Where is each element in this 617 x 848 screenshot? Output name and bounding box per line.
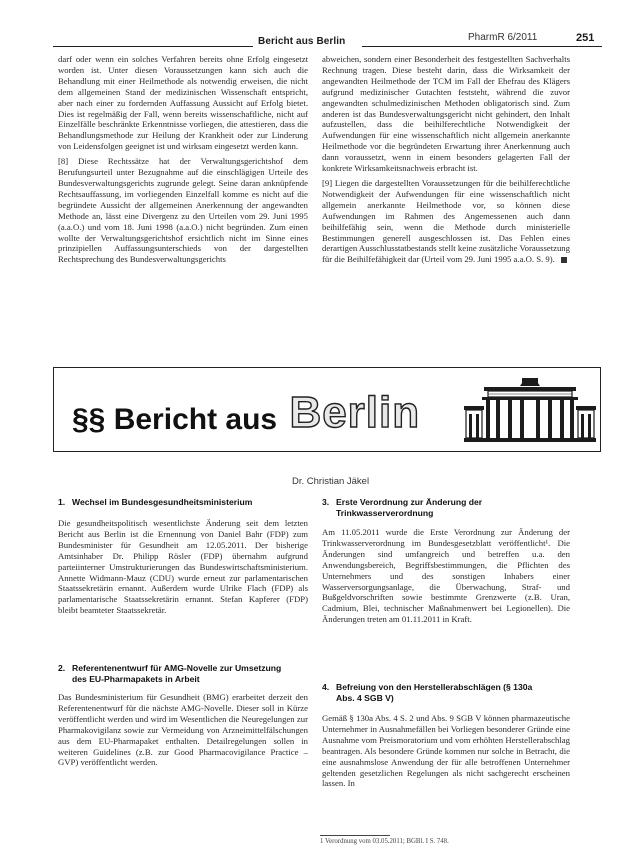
section-title-line2: Trinkwasserverordnung bbox=[336, 507, 434, 518]
section-3-text: Am 11.05.2011 wurde die Erste Verordnung zur Änderung der Trinkwasserverordnung im Bundesgesetzblatt veröffentlicht¹. Die Änderungen sind umfangreich und betreffen u.a. den Anwendungsbereich, Begriffsbestimmungen, die Pflichten des Unternehmers und des sonstigen Inhabers einer Wasserversorgungsanlage, die Überwachung, Straf- und Bußgeldvorschriften sowie bestimmte Grenzwerte (z.B. Uran, Cadmium, Blei, technischer Maßnahmenwert bei Legionellen). Die Änderungen treten am 01.11.2011 in Kraft. bbox=[322, 527, 570, 625]
footnote: 1 Verordnung vom 03.05.2011; BGBl. I S. 748. bbox=[320, 838, 449, 845]
top-left-column bbox=[58, 54, 308, 269]
journal-issue: PharmR 6/2011 bbox=[468, 32, 538, 43]
body-paragraph: abweichen, sondern einer Besonderheit des festgestellten Sachverhalts Rechnung tragen. Diese besteht darin, dass die Wirksamkeit der angewandten Heilmethode der TCM im Fall der Ehefrau des Klägers aufgrund medizinischer Gutachten feststeht, während die zuvor angewandten schulmedizinischen Methoden obligatorisch sind. Zum anderen ist das Bundesverwaltungsgericht nicht gehindert, den Inhalt aufzustellen, dass die beihilferechtliche Notwendigkeit der Aufwendungen für eine wissenschaftlich nicht allgemein anerkannte Heilmethode vor die begründeten Erwartung ihrer Anerkennung auch dann voraussetzt, wenn in einem besonders gelagerten Fall der konkrete Wirksamkeitsnachweis erbracht ist. bbox=[322, 54, 570, 174]
section-heading-4 bbox=[322, 682, 572, 703]
section-heading-2 bbox=[58, 663, 308, 684]
section-title: Befreiung von den Herstellerabschlägen (§ 130a bbox=[336, 682, 533, 692]
banner-title bbox=[72, 390, 420, 440]
section-title-line2: des EU-Pharmapakets in Arbeit bbox=[72, 673, 200, 684]
body-paragraph: [8] Diese Rechtssätze hat der Verwaltungsgerichtshof dem Berufungsurteil unter Bezugnahme auf die einschlägigen Urteile des Bundesverwaltungsgerichts zugrunde gelegt. Seine daran anknüpfende Rechtsauffassung, im vorliegenden Einzelfall komme es nicht auf die begründete Aussicht der allgemeinen Anerkennung der angewandten Methode an, lässt eine Divergenz zu den Urteilen vom 29. Juni 1995 (a.a.O.) und vom 18. Juni 1998 (a.a.O.) nicht begründen. Zum einen wollte der Verwaltungsgerichtshof ersichtlich nicht im Sinne eines prinzipiellen Auffassungsunterschieds von der dargestellten Rechtsprechung des Bundesverwaltungsgerichts bbox=[58, 156, 308, 265]
section-title: Erste Verordnung zur Änderung der bbox=[336, 497, 483, 507]
section-banner bbox=[53, 367, 601, 452]
header-rule-left bbox=[53, 46, 253, 47]
footnote-rule bbox=[320, 835, 390, 836]
top-right-column bbox=[322, 54, 570, 269]
section-number: 1. bbox=[58, 497, 66, 507]
body-paragraph bbox=[322, 178, 570, 265]
brandenburg-gate-icon bbox=[464, 374, 596, 446]
section-title-line2: Abs. 4 SGB V) bbox=[336, 692, 394, 703]
page-number: 251 bbox=[576, 32, 595, 44]
section-number: 4. bbox=[322, 682, 330, 692]
end-of-article-mark bbox=[561, 257, 567, 263]
section-number: 3. bbox=[322, 497, 330, 507]
body-paragraph: darf oder wenn ein solches Verfahren bereits ohne Erfolg eingesetzt worden ist. Unter diesen Voraussetzungen kann sich auch die Behandlung mit einer Heilmethode als notwendig erweisen, die nicht dem allgemeinen Stand der medizinischen Wissenschaft entspricht, aber nach einer zu fordernden Auffassung Aussicht auf Erfolg bietet. Dies ist regelmäßig der Fall, wenn bereits wissenschaftliche, nicht auf Einzelfälle beschränkte Erkenntnisse vorliegen, die attestieren, dass die Behandlungsmethode zur Heilung der Krankheit oder zur Linderung von Leidensfolgen geeignet ist und wirksam eingesetzt werden kann. bbox=[58, 54, 308, 152]
section-heading-1 bbox=[58, 497, 308, 508]
section-number: 2. bbox=[58, 663, 66, 673]
section-4-text: Gemäß § 130a Abs. 4 S. 2 und Abs. 9 SGB V können pharmazeutische Unternehmer in Ausnahmefällen bei Vorliegen besonderer Gründe eine Ausnahme vom Preismoratorium und vom erhöhten Herstellerabschlag beantragen. Als besondere Gründe kommen nur solche in Betracht, die eine ausnahmslose Anwendung der für alle betroffenen Unternehmer geltenden gesetzlichen Regelungen als nicht sachgerecht erscheinen lassen. In bbox=[322, 713, 570, 789]
running-section-title: Bericht aus Berlin bbox=[258, 36, 346, 47]
section-1-text: Die gesundheitspolitisch wesentlichste Änderung seit dem letzten Bericht aus Berlin ist die Ernennung von Daniel Bahr (FDP) zum Bundesminister für Gesundheit am 12.05.2011. Der bisherige Amtsinhaber Dr. Philipp Rösler (FDP) übernahm aufgrund parteiinterner Umstrukturierungen das Bundeswirtschaftsministerium. Annette Widmann-Mauz (CDU) wurde erneut zur parlamentarischen Staatssekretärin ernannt. Außerdem wurde Ulrike Flach (FDP) als parlamentarische Staatssekretärin ernannt. Stefan Kapferer (FDP) bleibt beamteter Staatssekretär. bbox=[58, 518, 308, 616]
banner-city: Berlin bbox=[289, 388, 421, 437]
author-name: Dr. Christian Jäkel bbox=[292, 476, 370, 487]
header-rule-right bbox=[362, 46, 602, 47]
section-title: Wechsel im Bundesgesundheitsministerium bbox=[72, 497, 253, 507]
banner-prefix: §§ Bericht aus bbox=[72, 403, 278, 436]
section-2-text: Das Bundesministerium für Gesundheit (BMG) erarbeitet derzeit den Referentenentwurf für die nächste AMG-Novelle. Dieser soll in Kürze veröffentlicht werden und wird im Wesentlichen die Neuregelungen zur Pharmakovigilanz sowie zur Vermeidung von Arzneimittelfälschungen aus dem EU-Pharmapaket enthalten. Detailregelungen sollen in weiteren Guidelines (z.B. zur Good Pharmacovigilance Practice – GVP) veröffentlicht werden. bbox=[58, 692, 308, 768]
section-title: Referentenentwurf für AMG-Novelle zur Umsetzung bbox=[72, 663, 282, 673]
body-paragraph-text: [9] Liegen die dargestellten Voraussetzungen für die beihilferechtliche Notwendigkeit der Aufwendungen für eine wissenschaftlich nicht allgemein anerkannte Heilmethode vor, so können diese Aufwendungen im Rahmen des Angemessenen auch dann beihilfefähig sein, wenn die Methode durch ministerielle Bestimmungen generell ausgeschlossen ist. Das Fehlen eines derartigen Ausschlusstatbestands stellt keine zusätzliche Voraussetzung für die Beihilfefähigkeit dar (Urteil vom 29. Juni 1995 a.a.O. S. 9). bbox=[322, 177, 570, 265]
section-heading-3 bbox=[322, 497, 572, 518]
